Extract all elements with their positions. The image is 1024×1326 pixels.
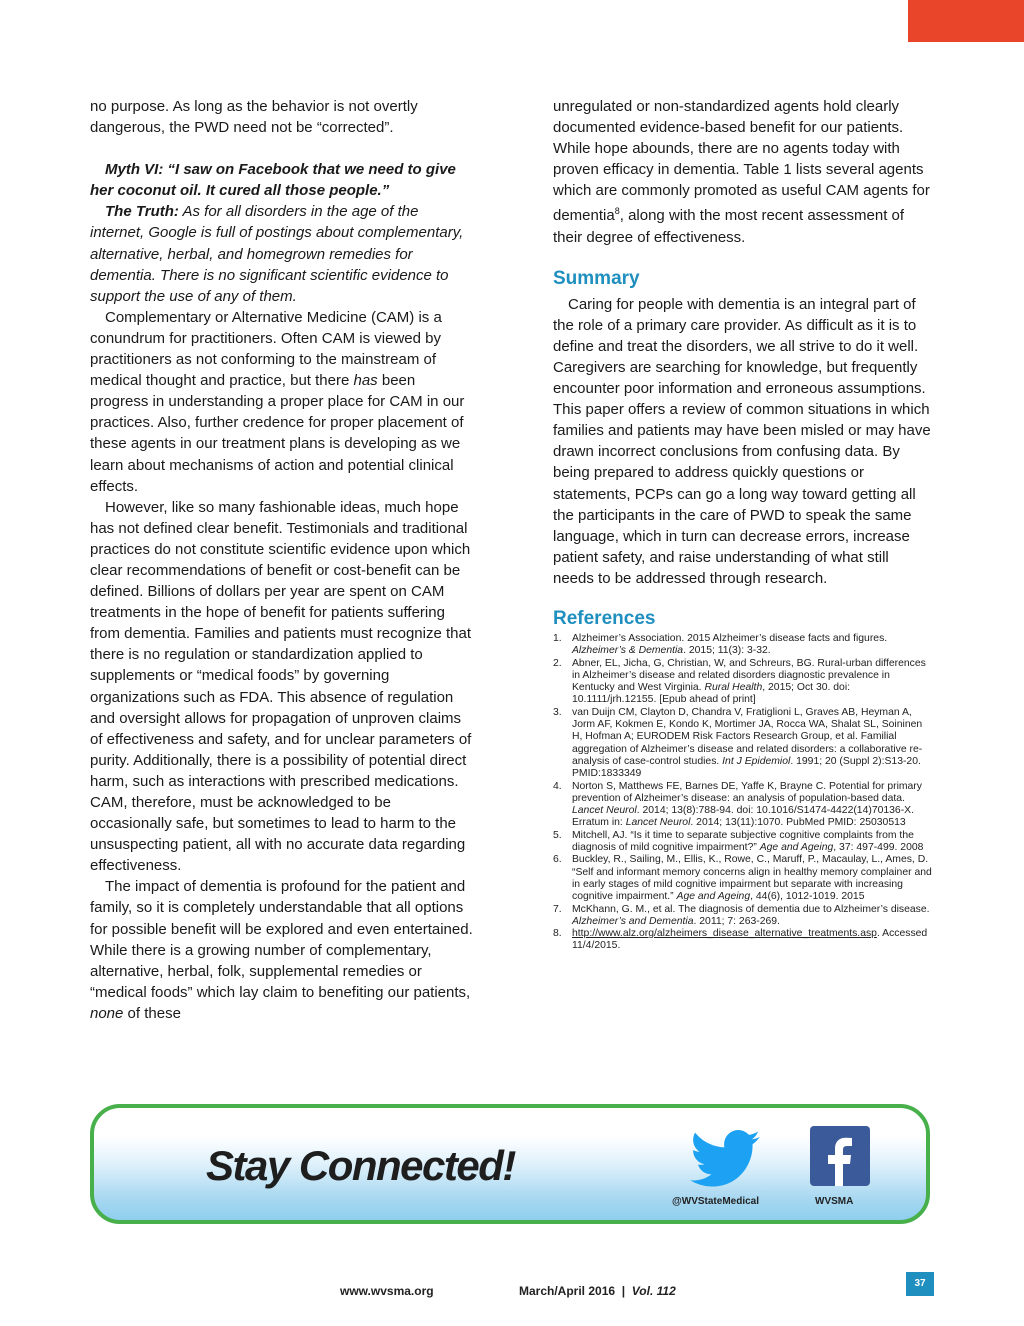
ref-text: , 2015; Oct 30. doi: 10.1111/jrh.12155. [Epub ahead of print] bbox=[572, 682, 851, 706]
reference-item bbox=[553, 781, 933, 830]
references-list bbox=[553, 633, 933, 953]
references-heading: References bbox=[553, 607, 656, 629]
ref-text: . 2014; 13(8):788-94. doi: 10.1016/S1474-4422(14)70136-X. Erratum in: bbox=[572, 805, 914, 829]
issue-date: March/April 2016 | bbox=[519, 1284, 632, 1298]
footnote-marker: 8 bbox=[614, 206, 620, 217]
ref-text: Abner, EL, Jicha, G, Christian, W, and Schreurs, BG. Rural-urban differences in Alzheimer’s disease and related disorders diagnostic prevalence in Kentucky and West Virginia. bbox=[572, 657, 926, 694]
truth-label: The Truth: bbox=[105, 203, 179, 221]
issue-volume: Vol. 112 bbox=[631, 1284, 676, 1298]
ref-text: Norton S, Matthews FE, Barnes DE, Yaffe K, Brayne C. Potential for primary prevention of Alzheimer’s disease: an analysis of population-based data. bbox=[572, 780, 922, 804]
ref-number: 5. bbox=[553, 829, 562, 841]
right-p1-text-b: , along with the most recent assessment of their degree of effectiveness. bbox=[553, 207, 905, 246]
page-number: 37 bbox=[906, 1272, 934, 1296]
reference-item bbox=[553, 658, 933, 707]
right-paragraph-1 bbox=[553, 96, 933, 248]
myth-heading: Myth VI: “I saw on Facebook that we need to give her coconut oil. It cured all those people.” bbox=[90, 161, 456, 200]
ref-text: , 37: 497-499. 2008 bbox=[833, 842, 924, 854]
ref-number: 3. bbox=[553, 706, 562, 718]
ref-text: van Duijn CM, Clayton D, Chandra V, Fratiglioni L, Graves AB, Heyman A, Jorm AF, Kokmen E, Kondo K, Mortimer JA, Rocca WA, Shalat SL, Soininen H, Hofman A; EURODEM Risk Factors Research Group, et al. Familial aggregation of Alzheimer’s disease and related disorders: a collaborative re-analysis of case-control studies. bbox=[572, 706, 923, 767]
ref-text: , 44(6), 1012-1019. 2015 bbox=[750, 891, 865, 903]
ref-number: 7. bbox=[553, 903, 562, 915]
left-paragraph-4 bbox=[90, 876, 475, 1024]
reference-item bbox=[553, 830, 933, 855]
reference-item bbox=[553, 707, 933, 781]
ref-number: 4. bbox=[553, 780, 562, 792]
corner-tab bbox=[908, 0, 1024, 42]
twitter-handle[interactable]: @WVStateMedical bbox=[672, 1196, 759, 1207]
left-column bbox=[90, 96, 475, 1024]
stay-connected-title: Stay Connected! bbox=[206, 1142, 515, 1189]
right-p1-text-a: unregulated or non-standardized agents hold clearly documented evidence-based benefit for our patients. While hope abounds, there are no agents today with proven efficacy in dementia. Table 1 lists several agents which are commonly promoted as useful CAM agents for dementia bbox=[553, 98, 930, 225]
ref-journal: Alzheimer’s & Dementia bbox=[572, 645, 684, 657]
facebook-icon[interactable] bbox=[810, 1126, 870, 1186]
ref-text: . 2015; 11(3): 3-32. bbox=[683, 645, 771, 657]
summary-paragraph: Caring for people with dementia is an integral part of the role of a primary care provider. As difficult as it is to define and treat the disorders, we all strive to do it well. Caregivers are searching for knowledge, but frequently encounter poor information and erroneous assumptions. This paper offers a review of common situations in which families and patients may have been misled or may have drawn incorrect conclusions from confusing data. By being prepared to address quickly questions or statements, PCPs can go a long way toward getting all the participants in the care of PWD to speak the same language, which in turn can decrease errors, increase patient safety, and raise understanding of what still needs to be addressed through research. bbox=[553, 295, 931, 587]
ref-text: . 2011; 7: 263-269. bbox=[693, 915, 780, 927]
truth-text: As for all disorders in the age of the internet, Google is full of postings about complementary, alternative, herbal, and homegrown remedies for dementia. There is no significant scientific evidence to support the use of any of them. bbox=[90, 203, 464, 305]
p2-text-b: been progress in understanding a proper place for CAM in our practices. Also, further credence for proper placement of these agents in our treatment plans is developing as we learn about mechanisms of action and potential clinical effects. bbox=[90, 372, 465, 495]
ref-journal: Alzheimer’s and Dementia bbox=[572, 915, 694, 927]
footer-issue bbox=[519, 1284, 676, 1298]
ref-journal: Int J Epidemiol bbox=[722, 755, 791, 767]
reference-item bbox=[553, 633, 933, 658]
reference-item bbox=[553, 854, 933, 903]
ref-text: . 1991; 20 (Suppl 2):S13-20. PMID:1833349 bbox=[572, 755, 921, 780]
ref-number: 1. bbox=[553, 632, 562, 644]
p4-text-b: of these bbox=[123, 1004, 181, 1022]
ref-journal: Age and Ageing bbox=[759, 842, 834, 854]
summary-heading: Summary bbox=[553, 267, 640, 289]
reference-item bbox=[553, 904, 933, 929]
ref-journal: Lancet Neurol bbox=[625, 817, 691, 829]
ref-number: 2. bbox=[553, 657, 562, 669]
reference-item bbox=[553, 928, 933, 953]
ref-text: Alzheimer’s Association. 2015 Alzheimer’s disease facts and figures. bbox=[572, 632, 888, 644]
twitter-bird-icon[interactable] bbox=[690, 1130, 760, 1188]
alz-treatments-link[interactable]: http://www.alz.org/alzheimers_disease_alternative_treatments.asp bbox=[572, 928, 877, 940]
left-paragraph-1: no purpose. As long as the behavior is not overtly dangerous, the PWD need not be “corrected”. bbox=[90, 98, 418, 137]
ref-text: Mitchell, AJ. “Is it time to separate subjective cognitive complaints from the diagnosis of mild cognitive impairment?” bbox=[572, 829, 914, 854]
ref-number: 6. bbox=[553, 854, 562, 866]
ref-journal: Rural Health bbox=[704, 682, 763, 694]
left-paragraph-2 bbox=[90, 307, 475, 497]
facebook-handle[interactable]: WVSMA bbox=[815, 1196, 854, 1207]
ref-text: Buckley, R., Sailing, M., Ellis, K., Rowe, C., Maruff, P., Macaulay, L., Ames, D. “Self and informant memory concerns align in healthy memory complainer and in early stages of mild cognitive impairment but separate with increasing cognitive impairment.” bbox=[572, 854, 932, 903]
truth-paragraph bbox=[90, 201, 475, 306]
ref-journal: Lancet Neurol bbox=[572, 805, 637, 817]
p4-text-a: The impact of dementia is profound for the patient and family, so it is completely understandable that all options for possible benefit will be explored and even entertained. While there is a growing number of complementary, alternative, herbal, folk, supplemental remedies or “medical foods” which lay claim to benefiting our patients, bbox=[90, 878, 473, 1001]
left-paragraph-3: However, like so many fashionable ideas, much hope has not defined clear benefit. Testimonials and traditional practices do not constitute scientific evidence upon which clear recommendations of benefit or cost-benefit can be defined. Billions of dollars per year are spent on CAM treatments in the hope of benefit for patients suffering from dementia. Families and patients must recognize that there is no regulation or standardization applied to supplements or “medical foods” by governing organizations such as FDA. This absence of regulation and oversight allows for propagation of unproven claims of effectiveness and safety, and for unclear parameters of purity. Additionally, there is a possibility of potential direct harm, such as interactions with prescribed medications. CAM, therefore, must be acknowledged to be occasionally safe, but sometimes to lead to harm to the unsuspecting patient, all with no accurate data regarding effectiveness. bbox=[90, 498, 472, 875]
ref-journal: Age and Ageing bbox=[676, 891, 751, 903]
footer-website[interactable]: www.wvsma.org bbox=[340, 1284, 434, 1298]
facebook-f-glyph bbox=[810, 1126, 870, 1186]
p4-emphasis: none bbox=[90, 1004, 124, 1022]
ref-text: . 2014; 13(11):1070. PubMed PMID: 25030513 bbox=[690, 817, 906, 829]
right-column bbox=[553, 96, 933, 953]
stay-connected-banner bbox=[90, 1104, 930, 1224]
ref-text: . Accessed 11/4/2015. bbox=[572, 928, 928, 952]
p2-emphasis: has bbox=[353, 372, 378, 390]
ref-number: 8. bbox=[553, 928, 562, 940]
ref-text: McKhann, G. M., et al. The diagnosis of dementia due to Alzheimer’s disease. bbox=[572, 903, 930, 915]
p2-text-a: Complementary or Alternative Medicine (CAM) is a conundrum for practitioners. Often CAM is viewed by practitioners as not conforming to the mainstream of medical thought and practice, but there bbox=[90, 308, 442, 390]
